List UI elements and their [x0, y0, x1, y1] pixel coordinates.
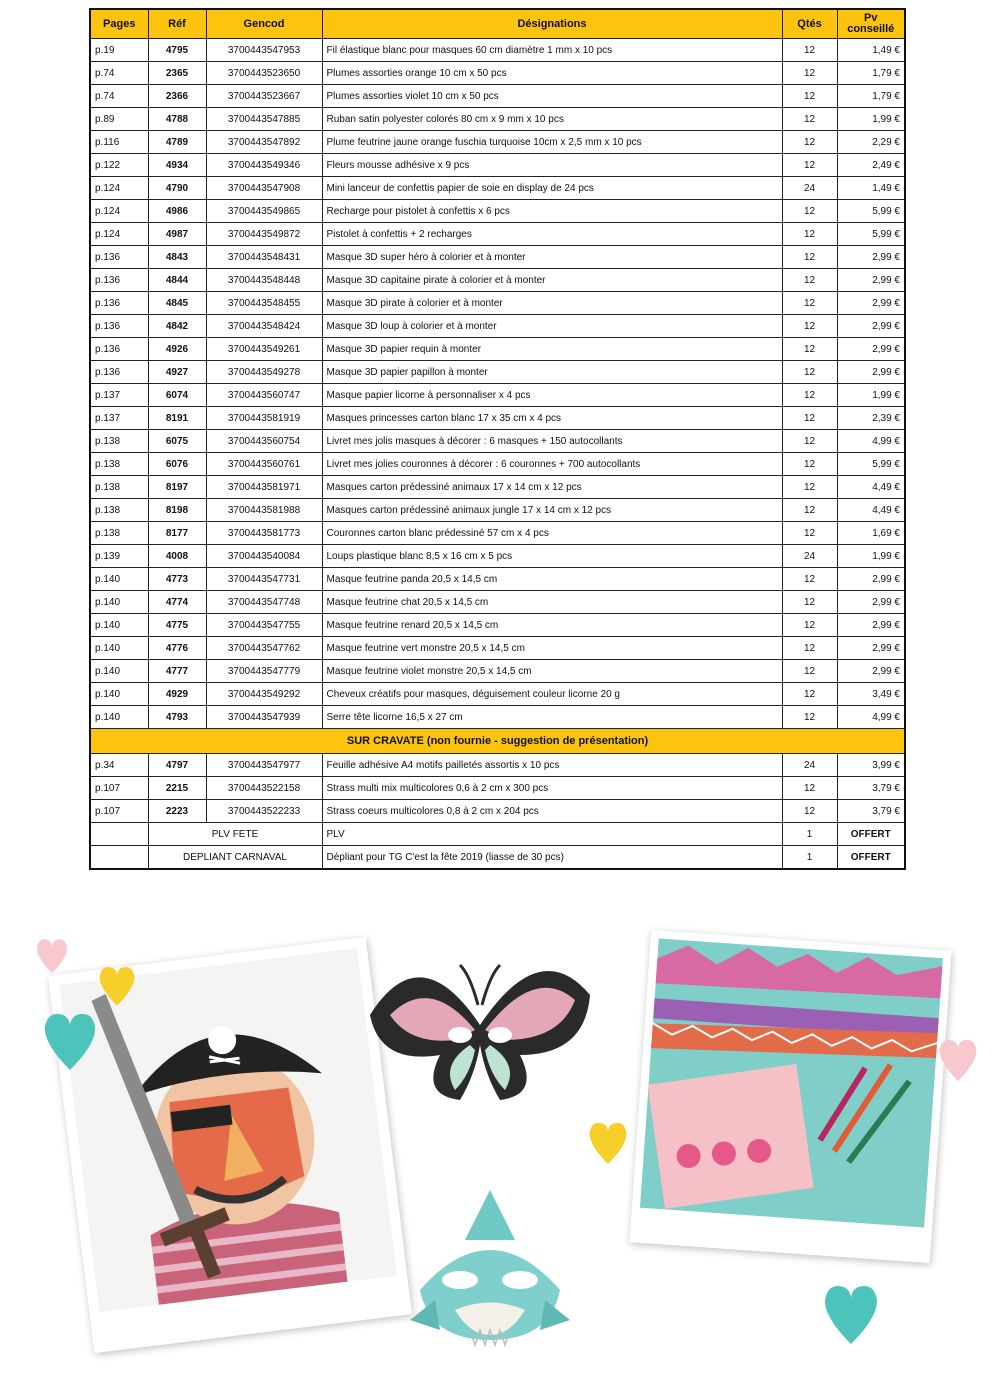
- table-row: [90, 246, 905, 269]
- price-cell: 2,49 €: [837, 154, 905, 177]
- designation-cell: Strass coeurs multicolores 0,8 à 2 cm x 204 pcs: [322, 800, 782, 823]
- gencod-cell: 3700443547748: [206, 591, 322, 614]
- ref-cell: 2366: [148, 85, 206, 108]
- ref-cell: 2215: [148, 777, 206, 800]
- table-row: [90, 200, 905, 223]
- page-cell: p.140: [90, 637, 148, 660]
- gencod-cell: 3700443581773: [206, 522, 322, 545]
- ref-cell: 4934: [148, 154, 206, 177]
- table-row: [90, 407, 905, 430]
- price-cell: 1,79 €: [837, 85, 905, 108]
- designation-cell: Dépliant pour TG C'est la fête 2019 (liasse de 30 pcs): [322, 846, 782, 870]
- table-row: [90, 292, 905, 315]
- page-cell: p.138: [90, 499, 148, 522]
- ref-cell: 4775: [148, 614, 206, 637]
- heart-pink-icon: [34, 935, 70, 975]
- designation-cell: Plume feutrine jaune orange fuschia turquoise 10cm x 2,5 mm x 10 pcs: [322, 131, 782, 154]
- table-row: [90, 453, 905, 476]
- ref-cell: 2223: [148, 800, 206, 823]
- gencod-cell: 3700443549278: [206, 361, 322, 384]
- header-pv: Pv conseillé: [837, 9, 905, 39]
- designation-cell: Couronnes carton blanc prédessiné 57 cm x 4 pcs: [322, 522, 782, 545]
- qty-cell: 12: [782, 591, 837, 614]
- empty-cell: [90, 846, 148, 870]
- table-row: [90, 545, 905, 568]
- price-cell: 4,99 €: [837, 430, 905, 453]
- table-row: [90, 499, 905, 522]
- gencod-cell: 3700443547908: [206, 177, 322, 200]
- price-cell: 1,49 €: [837, 177, 905, 200]
- gencod-cell: 3700443547953: [206, 39, 322, 62]
- gencod-cell: 3700443581971: [206, 476, 322, 499]
- designation-cell: Masque 3D papier papillon à monter: [322, 361, 782, 384]
- page-cell: p.138: [90, 430, 148, 453]
- table-row: [90, 637, 905, 660]
- table-header-row: [90, 9, 905, 39]
- ref-cell: 4926: [148, 338, 206, 361]
- ref-cell: 4790: [148, 177, 206, 200]
- butterfly-mask: [360, 945, 600, 1115]
- qty-cell: 12: [782, 522, 837, 545]
- designation-cell: Plumes assorties violet 10 cm x 50 pcs: [322, 85, 782, 108]
- heart-yellow-icon: [586, 1115, 630, 1169]
- qty-cell: 12: [782, 85, 837, 108]
- table-row: [90, 522, 905, 545]
- qty-cell: 12: [782, 131, 837, 154]
- ref-cell: 4842: [148, 315, 206, 338]
- price-cell: OFFERT: [837, 823, 905, 846]
- designation-cell: Masque papier licorne à personnaliser x 4 pcs: [322, 384, 782, 407]
- price-cell: 4,49 €: [837, 476, 905, 499]
- designation-cell: Masque feutrine vert monstre 20,5 x 14,5 cm: [322, 637, 782, 660]
- page-cell: p.19: [90, 39, 148, 62]
- ref-cell: 4844: [148, 269, 206, 292]
- page-cell: p.122: [90, 154, 148, 177]
- gencod-cell: 3700443549346: [206, 154, 322, 177]
- price-cell: 1,99 €: [837, 108, 905, 131]
- qty-cell: 24: [782, 545, 837, 568]
- table-row: [90, 338, 905, 361]
- ref-cell: 4008: [148, 545, 206, 568]
- designation-cell: Pistolet à confettis + 2 recharges: [322, 223, 782, 246]
- designation-cell: Masque 3D super héro à colorier et à monter: [322, 246, 782, 269]
- page-cell: p.140: [90, 614, 148, 637]
- ref-cell: 4777: [148, 660, 206, 683]
- qty-cell: 12: [782, 154, 837, 177]
- table-row: [90, 660, 905, 683]
- designation-cell: Masque 3D capitaine pirate à colorier et à monter: [322, 269, 782, 292]
- page-cell: p.89: [90, 108, 148, 131]
- page-cell: p.124: [90, 177, 148, 200]
- page-cell: p.140: [90, 706, 148, 729]
- qty-cell: 12: [782, 660, 837, 683]
- price-cell: 3,49 €: [837, 683, 905, 706]
- table-row: [90, 591, 905, 614]
- page-cell: p.138: [90, 453, 148, 476]
- page-cell: p.140: [90, 683, 148, 706]
- page-cell: p.140: [90, 591, 148, 614]
- shark-mask: [400, 1180, 580, 1380]
- table-row: [90, 131, 905, 154]
- ref-cell: 4774: [148, 591, 206, 614]
- page-cell: p.74: [90, 62, 148, 85]
- plv-label-cell: DEPLIANT CARNAVAL: [148, 846, 322, 870]
- page-cell: p.136: [90, 269, 148, 292]
- gencod-cell: 3700443540084: [206, 545, 322, 568]
- qty-cell: 12: [782, 499, 837, 522]
- header-gencod: Gencod: [206, 9, 322, 39]
- designation-cell: Masque 3D papier requin à monter: [322, 338, 782, 361]
- table-row: [90, 269, 905, 292]
- header-designations: Désignations: [322, 9, 782, 39]
- qty-cell: 12: [782, 39, 837, 62]
- gencod-cell: 3700443522158: [206, 777, 322, 800]
- qty-cell: 12: [782, 637, 837, 660]
- table-row: [90, 476, 905, 499]
- table-row: [90, 62, 905, 85]
- gencod-cell: 3700443549872: [206, 223, 322, 246]
- qty-cell: 1: [782, 846, 837, 870]
- price-cell: 3,79 €: [837, 800, 905, 823]
- ref-cell: 4797: [148, 754, 206, 777]
- table-row: [90, 361, 905, 384]
- plv-row: [90, 823, 905, 846]
- page-cell: p.139: [90, 545, 148, 568]
- gencod-cell: 3700443581919: [206, 407, 322, 430]
- designation-cell: Masque feutrine chat 20,5 x 14,5 cm: [322, 591, 782, 614]
- designation-cell: Fil élastique blanc pour masques 60 cm diamètre 1 mm x 10 pcs: [322, 39, 782, 62]
- table-row: [90, 706, 905, 729]
- designation-cell: Livret mes jolis masques à décorer : 6 masques + 150 autocollants: [322, 430, 782, 453]
- gencod-cell: 3700443547885: [206, 108, 322, 131]
- ref-cell: 8197: [148, 476, 206, 499]
- page-cell: p.34: [90, 754, 148, 777]
- page-cell: p.136: [90, 246, 148, 269]
- princess-crown-photo: [629, 930, 951, 1263]
- gencod-cell: 3700443548431: [206, 246, 322, 269]
- qty-cell: 12: [782, 614, 837, 637]
- designation-cell: Masque 3D loup à colorier et à monter: [322, 315, 782, 338]
- qty-cell: 12: [782, 683, 837, 706]
- ref-cell: 4929: [148, 683, 206, 706]
- ref-cell: 6074: [148, 384, 206, 407]
- table-row: [90, 315, 905, 338]
- plv-row: [90, 846, 905, 870]
- designation-cell: Masque feutrine panda 20,5 x 14,5 cm: [322, 568, 782, 591]
- ref-cell: 4788: [148, 108, 206, 131]
- price-cell: 2,99 €: [837, 591, 905, 614]
- ref-cell: 4793: [148, 706, 206, 729]
- ref-cell: 4845: [148, 292, 206, 315]
- qty-cell: 12: [782, 361, 837, 384]
- ref-cell: 2365: [148, 62, 206, 85]
- qty-cell: 12: [782, 269, 837, 292]
- designation-cell: Cheveux créatifs pour masques, déguisement couleur licorne 20 g: [322, 683, 782, 706]
- qty-cell: 12: [782, 568, 837, 591]
- price-cell: 2,99 €: [837, 292, 905, 315]
- price-cell: 2,99 €: [837, 660, 905, 683]
- designation-cell: Ruban satin polyester colorés 80 cm x 9 mm x 10 pcs: [322, 108, 782, 131]
- gencod-cell: 3700443560747: [206, 384, 322, 407]
- price-cell: 2,29 €: [837, 131, 905, 154]
- heart-yellow-icon: [96, 962, 138, 1008]
- qty-cell: 24: [782, 177, 837, 200]
- designation-cell: Masques carton prédessiné animaux jungle 17 x 14 cm x 12 pcs: [322, 499, 782, 522]
- designation-cell: Feuille adhésive A4 motifs pailletés assortis x 10 pcs: [322, 754, 782, 777]
- price-cell: 2,99 €: [837, 614, 905, 637]
- price-cell: 2,99 €: [837, 246, 905, 269]
- empty-cell: [90, 823, 148, 846]
- designation-cell: Mini lanceur de confettis papier de soie en display de 24 pcs: [322, 177, 782, 200]
- heart-teal-icon: [820, 1278, 882, 1348]
- section-row: [90, 729, 905, 754]
- qty-cell: 12: [782, 777, 837, 800]
- price-cell: 4,49 €: [837, 499, 905, 522]
- gencod-cell: 3700443549865: [206, 200, 322, 223]
- page-cell: p.136: [90, 338, 148, 361]
- price-cell: 2,99 €: [837, 568, 905, 591]
- table-row: [90, 154, 905, 177]
- table-row: [90, 384, 905, 407]
- qty-cell: 1: [782, 823, 837, 846]
- designation-cell: Serre tête licorne 16,5 x 27 cm: [322, 706, 782, 729]
- qty-cell: 12: [782, 706, 837, 729]
- designation-cell: Masque feutrine renard 20,5 x 14,5 cm: [322, 614, 782, 637]
- designation-cell: Recharge pour pistolet à confettis x 6 pcs: [322, 200, 782, 223]
- designation-cell: Strass multi mix multicolores 0,6 à 2 cm x 300 pcs: [322, 777, 782, 800]
- page-cell: p.116: [90, 131, 148, 154]
- heart-pink-icon: [936, 1033, 980, 1085]
- ref-cell: 4927: [148, 361, 206, 384]
- gencod-cell: 3700443548455: [206, 292, 322, 315]
- designation-cell: Masques princesses carton blanc 17 x 35 cm x 4 pcs: [322, 407, 782, 430]
- designation-cell: Plumes assorties orange 10 cm x 50 pcs: [322, 62, 782, 85]
- header-qtes: Qtés: [782, 9, 837, 39]
- qty-cell: 12: [782, 62, 837, 85]
- price-cell: 2,99 €: [837, 338, 905, 361]
- page-cell: p.138: [90, 476, 148, 499]
- price-cell: 5,99 €: [837, 223, 905, 246]
- designation-cell: Livret mes jolies couronnes à décorer : 6 couronnes + 700 autocollants: [322, 453, 782, 476]
- ref-cell: 4987: [148, 223, 206, 246]
- table-row: [90, 85, 905, 108]
- gencod-cell: 3700443523650: [206, 62, 322, 85]
- table-row: [90, 177, 905, 200]
- qty-cell: 12: [782, 223, 837, 246]
- price-cell: 1,99 €: [837, 545, 905, 568]
- table-row: [90, 108, 905, 131]
- page-cell: p.124: [90, 200, 148, 223]
- designation-cell: Masques carton prédessiné animaux 17 x 14 cm x 12 pcs: [322, 476, 782, 499]
- ref-cell: 4795: [148, 39, 206, 62]
- gencod-cell: 3700443547892: [206, 131, 322, 154]
- page-cell: p.136: [90, 292, 148, 315]
- qty-cell: 12: [782, 476, 837, 499]
- table-row: [90, 754, 905, 777]
- price-cell: 2,99 €: [837, 269, 905, 292]
- table-row: [90, 430, 905, 453]
- qty-cell: 12: [782, 407, 837, 430]
- gencod-cell: 3700443548448: [206, 269, 322, 292]
- gencod-cell: 3700443548424: [206, 315, 322, 338]
- qty-cell: 24: [782, 754, 837, 777]
- table-row: [90, 568, 905, 591]
- page-cell: p.74: [90, 85, 148, 108]
- price-cell: 4,99 €: [837, 706, 905, 729]
- ref-cell: 4773: [148, 568, 206, 591]
- table-row: [90, 800, 905, 823]
- gencod-cell: 3700443547977: [206, 754, 322, 777]
- qty-cell: 12: [782, 384, 837, 407]
- gencod-cell: 3700443522233: [206, 800, 322, 823]
- qty-cell: 12: [782, 108, 837, 131]
- table-row: [90, 223, 905, 246]
- qty-cell: 12: [782, 430, 837, 453]
- page-cell: p.140: [90, 568, 148, 591]
- table-row: [90, 614, 905, 637]
- qty-cell: 12: [782, 200, 837, 223]
- designation-cell: Masque 3D pirate à colorier et à monter: [322, 292, 782, 315]
- qty-cell: 12: [782, 800, 837, 823]
- page-cell: p.136: [90, 315, 148, 338]
- table-row: [90, 777, 905, 800]
- page-cell: p.107: [90, 777, 148, 800]
- page-cell: p.107: [90, 800, 148, 823]
- ref-cell: 8198: [148, 499, 206, 522]
- price-cell: 1,79 €: [837, 62, 905, 85]
- ref-cell: 8191: [148, 407, 206, 430]
- ref-cell: 6076: [148, 453, 206, 476]
- ref-cell: 8177: [148, 522, 206, 545]
- gencod-cell: 3700443560754: [206, 430, 322, 453]
- ref-cell: 4843: [148, 246, 206, 269]
- price-cell: 2,99 €: [837, 637, 905, 660]
- ref-cell: 4986: [148, 200, 206, 223]
- gencod-cell: 3700443549292: [206, 683, 322, 706]
- ref-cell: 4789: [148, 131, 206, 154]
- product-table: [89, 8, 906, 870]
- qty-cell: 12: [782, 338, 837, 361]
- price-cell: 1,49 €: [837, 39, 905, 62]
- price-cell: 3,79 €: [837, 777, 905, 800]
- price-cell: 2,99 €: [837, 315, 905, 338]
- page-cell: p.137: [90, 407, 148, 430]
- gencod-cell: 3700443549261: [206, 338, 322, 361]
- heart-teal-icon: [40, 1005, 100, 1075]
- page-cell: p.136: [90, 361, 148, 384]
- plv-label-cell: PLV FETE: [148, 823, 322, 846]
- page-cell: p.138: [90, 522, 148, 545]
- price-cell: 2,39 €: [837, 407, 905, 430]
- designation-cell: Fleurs mousse adhésive x 9 pcs: [322, 154, 782, 177]
- price-cell: 1,69 €: [837, 522, 905, 545]
- page-cell: p.140: [90, 660, 148, 683]
- gencod-cell: 3700443560761: [206, 453, 322, 476]
- ref-cell: 4776: [148, 637, 206, 660]
- gencod-cell: 3700443547731: [206, 568, 322, 591]
- gencod-cell: 3700443581988: [206, 499, 322, 522]
- gencod-cell: 3700443547755: [206, 614, 322, 637]
- header-ref: Réf: [148, 9, 206, 39]
- section-title: SUR CRAVATE (non fournie - suggestion de présentation): [90, 729, 905, 754]
- gencod-cell: 3700443547939: [206, 706, 322, 729]
- table-row: [90, 683, 905, 706]
- page-cell: p.124: [90, 223, 148, 246]
- qty-cell: 12: [782, 292, 837, 315]
- gencod-cell: 3700443547762: [206, 637, 322, 660]
- table-row: [90, 39, 905, 62]
- designation-cell: PLV: [322, 823, 782, 846]
- ref-cell: 6075: [148, 430, 206, 453]
- designation-cell: Loups plastique blanc 8,5 x 16 cm x 5 pcs: [322, 545, 782, 568]
- gencod-cell: 3700443547779: [206, 660, 322, 683]
- gencod-cell: 3700443523667: [206, 85, 322, 108]
- price-cell: 5,99 €: [837, 200, 905, 223]
- qty-cell: 12: [782, 453, 837, 476]
- page-cell: p.137: [90, 384, 148, 407]
- qty-cell: 12: [782, 246, 837, 269]
- designation-cell: Masque feutrine violet monstre 20,5 x 14,5 cm: [322, 660, 782, 683]
- header-pages: Pages: [90, 9, 148, 39]
- price-cell: 5,99 €: [837, 453, 905, 476]
- price-cell: 1,99 €: [837, 384, 905, 407]
- price-cell: 2,99 €: [837, 361, 905, 384]
- qty-cell: 12: [782, 315, 837, 338]
- price-cell: OFFERT: [837, 846, 905, 870]
- price-cell: 3,99 €: [837, 754, 905, 777]
